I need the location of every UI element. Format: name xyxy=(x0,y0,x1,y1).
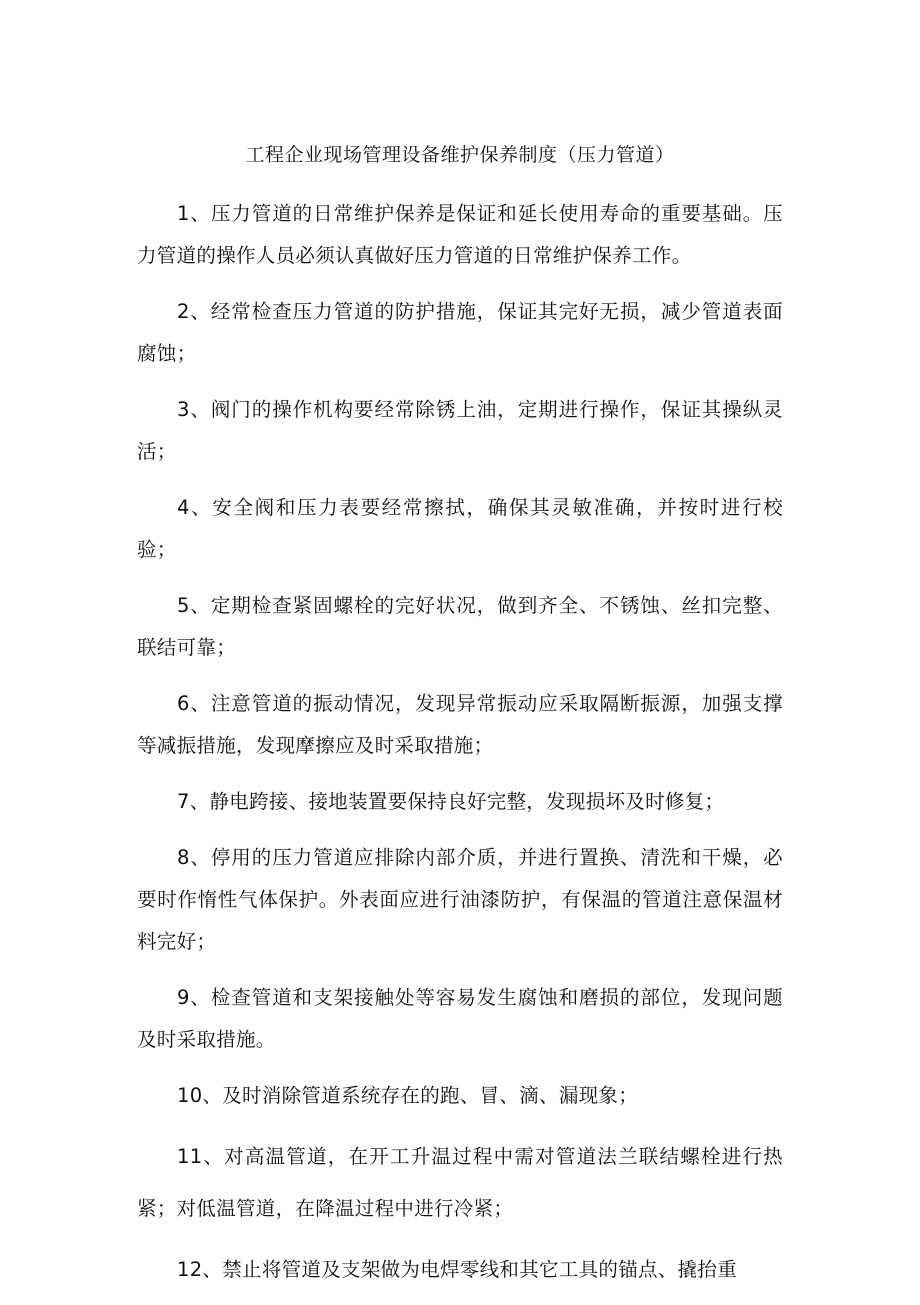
paragraph-3: 3、阀门的操作机构要经常除锈上油，定期进行操作，保证其操纵灵活； xyxy=(137,398,783,463)
paragraph-1: 1、压力管道的日常维护保养是保证和延长使用寿命的重要基础。压力管道的操作人员必须认真做好压力管道的日常维护保养工作。 xyxy=(137,202,783,267)
paragraph-11: 11、对高温管道，在开工升温过程中需对管道法兰联结螺栓进行热紧；对低温管道，在降温过程中进行冷紧； xyxy=(137,1145,783,1220)
paragraph-4: 4、安全阀和压力表要经常擦拭，确保其灵敏准确，并按时进行校验； xyxy=(137,496,783,561)
document-body xyxy=(137,193,783,1305)
paragraph-6: 6、注意管道的振动情况，发现异常振动应采取隔断振源，加强支撑等减振措施，发现摩擦应及时采取措施； xyxy=(137,692,783,757)
paragraph-7: 7、静电跨接、接地装置要保持良好完整，发现损坏及时修复； xyxy=(177,790,725,813)
paragraph-12: 12、禁止将管道及支架做为电焊零线和其它工具的锚点、撬抬重 xyxy=(177,1258,738,1281)
paragraph-10: 10、及时消除管道系统存在的跑、冒、滴、漏现象； xyxy=(177,1084,639,1107)
paragraph-2: 2、经常检查压力管道的防护措施，保证其完好无损，减少管道表面腐蚀； xyxy=(137,300,783,365)
paragraph-8: 8、停用的压力管道应排除内部介质，并进行置换、清洗和干燥，必要时作惰性气体保护。外表面应进行油漆防护，有保温的管道注意保温材料完好； xyxy=(137,846,783,953)
document-title: 工程企业现场管理设备维护保养制度（压力管道） xyxy=(245,144,675,166)
paragraph-9: 9、检查管道和支架接触处等容易发生腐蚀和磨损的部位，发现问题及时采取措施。 xyxy=(137,986,783,1051)
paragraph-5: 5、定期检查紧固螺栓的完好状况，做到齐全、不锈蚀、丝扣完整、联结可靠； xyxy=(137,594,783,659)
